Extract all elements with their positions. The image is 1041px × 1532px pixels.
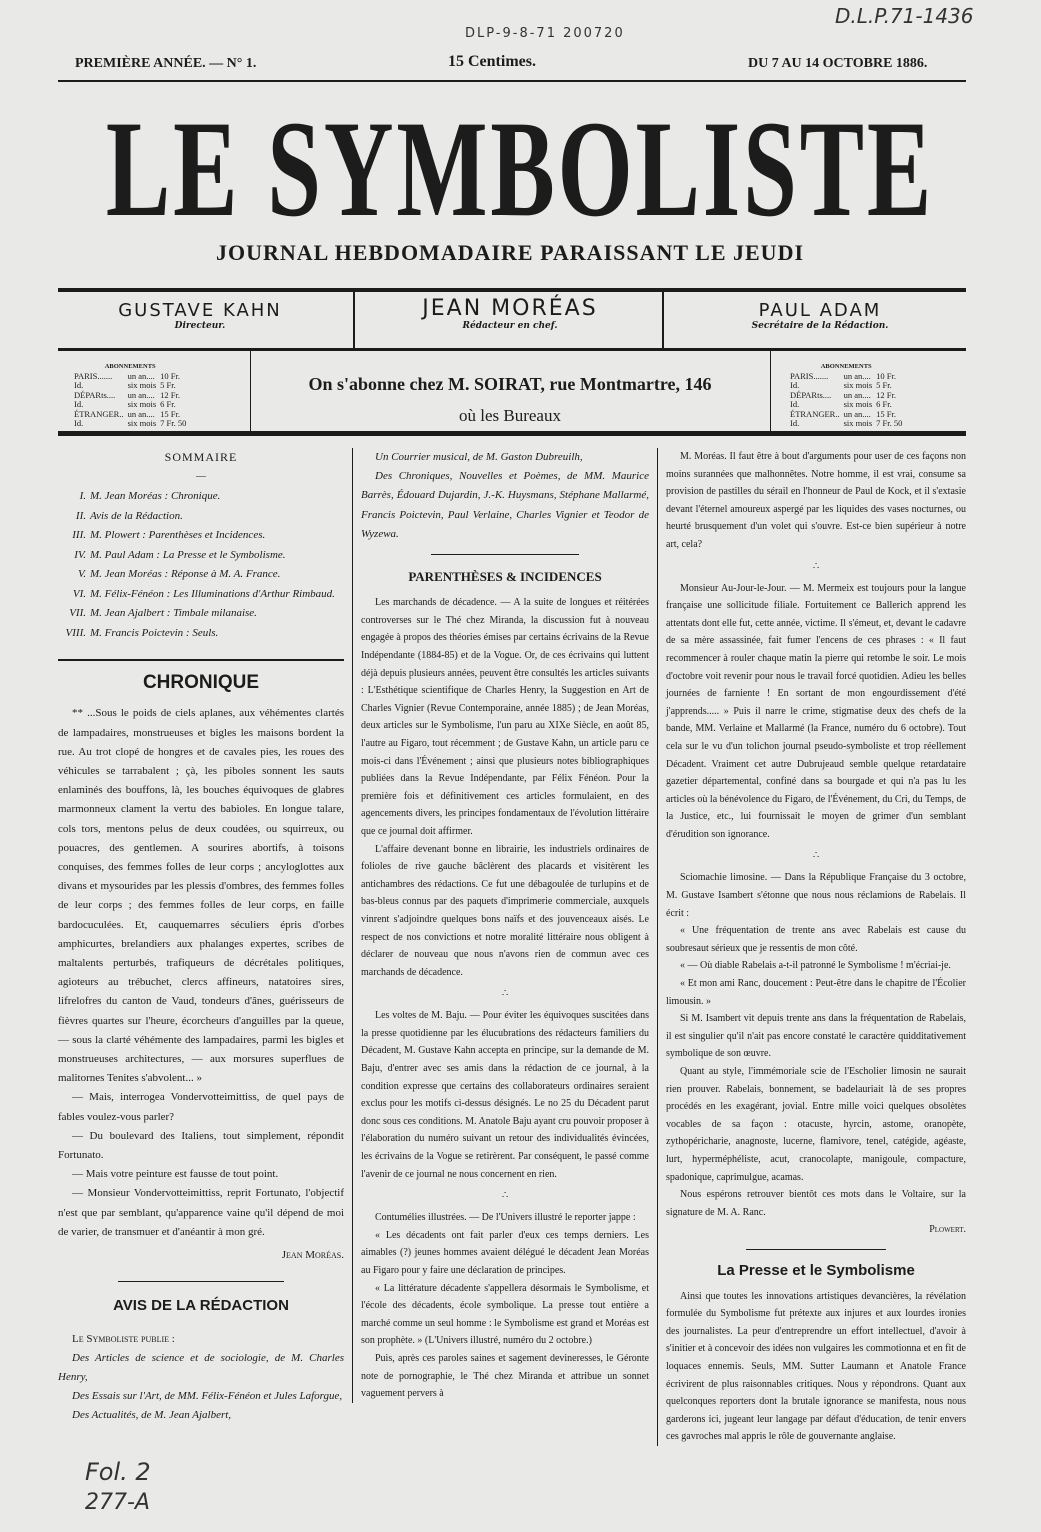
sommaire-entry: M. Félix-Fénéon : Les Illuminations d'Arthur Rimbaud. [90,587,335,600]
chronique-heading: CHRONIQUE [142,672,260,694]
subscription-cell: six mois [127,399,157,409]
subscription-cell: Id. [790,399,800,409]
subscription-cell: 6 Fr. [876,399,892,409]
presse-heading: La Presse et le Symbolisme [717,1261,915,1279]
subscription-cell: PARIS....... [74,370,113,381]
sommaire-number: II. [75,509,86,522]
divider [118,1281,284,1282]
subscription-cell: 10 Fr. [160,370,181,381]
sommaire-number: V. [77,568,86,581]
paragraph: — Mais, interrogea Vondervotteimittiss, de quel pays de fables voulez-vous parler? [58,1091,344,1123]
sommaire-number: VI. [72,587,86,600]
issue-number: PREMIÈRE ANNÉE. — N° 1. [75,56,257,71]
avis-list [58,1349,344,1426]
cote-handwritten: 277-A [85,1489,150,1515]
sommaire-entry: M. Jean Moréas : Chronique. [90,490,221,503]
presse-paragraph: Ainsi que toutes les innovations artistiques devancières, la révélation formulée du Symbolisme fut prétexte aux injures et aux lourdes ironies des journalistes. La peur d'entreprendre un effort intellectuel, d'avoir à s'initier et à concevoir des idées non vulgaires les commotionna et en fit de loquaces ennemis. Seuls, MM. Sutter Laumann et Anatole France écrivirent de plus raisonnables critiques. Nous y répondrons. Quant aux quelconques reporters dont la brutale ignorance se manifesta, nous nous garderons ici, jugeant leur langage par défaut d'éducation, de tenir envers ces gavroches mal appris le rôle de gouvernante anglaise. [666,1290,966,1443]
subscription-cell: un an.... [127,389,155,400]
subscription-cell: un an.... [843,389,871,400]
section-separator: ∴ [812,560,820,572]
paragraph: Nous espérons retrouver bientôt ces mots dans le Voltaire, sur la signature de M. A. Ranc. [666,1189,966,1218]
sommaire-number: I. [79,490,86,503]
subscription-cell: un an.... [127,370,155,381]
subscription-cell: un an.... [843,370,871,381]
folio-handwritten: Fol. 2 [85,1457,151,1486]
subscription-cell: 12 Fr. [876,389,897,400]
subscription-cell: 12 Fr. [160,389,181,400]
subscription-cell: Id. [790,418,800,428]
staff-name: JEAN MORÉAS [422,296,598,321]
subscribe-notice-line: où les Bureaux [459,406,561,425]
paragraph: Si M. Isambert vit depuis trente ans dans la fréquentation de Rabelais, il est singulier qu'il n'ait pas encore constaté le caractère quidditativement symbolique de son œuvre. [666,1013,966,1060]
sommaire-heading: SOMMAIRE [164,450,238,464]
paragraph: — Du boulevard des Italiens, tout simplement, répondit Fortunato. [58,1129,344,1162]
subscription-cell: DÉPARts.... [790,389,832,400]
subscription-cell: un an.... [127,408,155,419]
subscription-cell: ÉTRANGER.. [790,408,840,419]
columns [58,0,966,1446]
paragraph: « Une fréquentation de trente ans avec Rabelais est cause du soubresaut sérieux que je ressentis de mon côté. [666,925,966,954]
paragraph: Sciomachie limosine. — Dans la République Française du 3 octobre, M. Gustave Isambert s'étonne que nous nous réclamions de Rabelais. Il écrit : [666,872,966,919]
subscription-cell: 5 Fr. [876,380,892,390]
price: 15 Centimes. [448,53,536,70]
parentheses-heading: PARENTHÈSES & INCIDENCES [408,569,602,585]
sommaire-item [58,526,344,546]
staff-role: Secrétaire de la Rédaction. [751,321,889,331]
section-separator: ∴ [501,1190,509,1202]
sommaire-entry: M. Jean Ajalbert : Timbale milanaise. [90,607,257,620]
handwritten-footer [85,1456,1041,1532]
plowert-signature: Plowert. [929,1224,966,1236]
paragraph: « Et mon ami Ranc, doucement : Peut-être dans le chapitre de l'Écolier limousin. » [666,978,966,1007]
subscription-cell: DÉPARts.... [74,389,116,400]
subscription-cell: 7 Fr. 50 [876,418,903,428]
paragraph: — Mais votre peinture est fausse de tout point. [72,1168,279,1181]
sommaire-item [58,487,344,507]
paragraph: Quant au style, l'immémoriale scie de l'Escholier limosin ne saurait rien prouver. Rabelais, bonnement, se badelauriait là de ses propres procédés en les exagérant, jovial. Entre mille voici quelques obsolètes vocables de sa façon : otacuste, hyrcin, astome, oranopète, zythopéricharie, anagnoste, lucerne, flamivore, tenel, catégide, agéaste, lurt, hyperméphéliste, acut, cranocolapte, manigoule, compacture, spadonique, caprimulgue, acamas. [666,1066,966,1183]
subscription-cell: 15 Fr. [876,408,897,419]
subscription-cell: 10 Fr. [876,370,897,381]
sommaire-number: IV. [74,548,86,561]
sommaire-number: VIII. [65,626,86,639]
subscription-cell: 5 Fr. [160,380,176,390]
right-column [657,448,966,1446]
contributor-entry: Un Courrier musical, de M. Gaston Dubreuilh, [375,451,583,463]
middle-column [352,448,657,1403]
section-separator: ∴ [501,988,509,1000]
staff-name: PAUL ADAM [758,300,882,321]
staff-role: Directeur. [174,321,226,331]
paragraph: Puis, après ces paroles saines et sagement devineresses, le Géronte note de pornographie, le Thé chez Miranda et attribue un sonnet vaguement pervers à [361,1352,649,1400]
paragraph: « La littérature décadente s'appellera désormais le Symbolisme, et l'école des décadents, école symbolique. La presse tout entière a marché comme un seul homme : le Symbolisme est grand et Moréas est son prophète. » (L'Univers illustré, numéro du 2 octobre.) [361,1282,649,1347]
staff-role: Rédacteur en chef. [462,321,558,331]
archive-stamp: DLP-9-8-71 200720 [465,26,625,41]
subscription-cell: PARIS....... [790,370,829,381]
paragraph: « Les décadents ont fait parler d'eux ces temps derniers. Les aimables (?) jeunes hommes avaient délégué le décadent Jean Moréas au Figaro pour y faire une déclaration de principes. [361,1229,649,1276]
sommaire-list [58,487,344,643]
chronique-text [58,704,344,1242]
avis-item: Des Articles de science et de sociologie, de M. Charles Henry, [58,1351,344,1383]
avis-heading: AVIS DE LA RÉDACTION [113,1297,289,1315]
sommaire-item [58,546,344,566]
subscription-cell: ÉTRANGER.. [74,408,124,419]
subscription-cell: 6 Fr. [160,399,176,409]
masthead-subtitle: JOURNAL HEBDOMADAIRE PARAISSANT LE JEUDI [215,240,805,265]
subscription-cell: six mois [843,418,873,428]
sommaire-entry: M. Plowert : Parenthèses et Incidences. [90,529,266,542]
chronique-signature: Jean Moréas. [281,1249,344,1262]
staff-name: GUSTAVE KAHN [118,300,282,321]
paragraph: L'affaire devenant bonne en librairie, les industriels ordinaires de folioles de rive gauche bâclèrent des placards et visitèrent les antichambres des rédactions. Ce fut une débagoulée de turlupins et de bas-bleus connus par des paquets d'imprimerie commerciale, auxquels vinrent s'adjoindre quelques bons naïfs et des jouvenceaux aisés. Le respect de nos convictions et notre moralité littéraire nous obligent à déclarer de nouveau que nous n'avons rien de commun avec ces marchands de décadence. [361,843,649,978]
subscription-cell: un an.... [843,408,871,419]
subscription-cell: 7 Fr. 50 [160,418,187,428]
subscription-cell: Id. [74,399,84,409]
subscriptions-heading: ABONNEMENTS [820,363,872,370]
subscription-cell: Id. [790,380,800,390]
paragraph: — Monsieur Vondervotteimittiss, reprit Fortunato, l'objectif n'est que par semblant, qu'apparence vaine qu'il dépend de moi de varier, de transmuer et d'anéantir à mon gré. [58,1187,344,1238]
avis-item: Des Essais sur l'Art, de MM. Félix-Fénéon et Jules Laforgue, [72,1390,343,1403]
divider [746,1249,886,1250]
avis-intro: Le Symboliste publie : [72,1332,175,1345]
sommaire-item [58,604,344,624]
subscribe-notice-line: On s'abonne chez M. SOIRAT, rue Montmartre, 146 [308,374,712,394]
paragraph: ** ...Sous le poids de ciels aplanes, aux véhémentes clartés de lampadaires, monstrueuses et bigles les maisons bordent la rue. Au trot clopé de hongres et de cavales pies, les roues des véhicules se tarrabalent ; çà, les piboles sonnent les sauts enlaminés des bouffons, là, les bouches équivoques de glabres marmonneux clament la vertu des babioles. En longue talare, cols tors, mentons pelus de deux coudées, ou squirreux, ou pouacres, des gentlemen. A sourires abortifs, à toisons conquises, des femmes folles de leur corps ; ancyloglottes aux divans et mysourides par les plessis d'ombres, des femmes folles de leur corps ; des femmes folles de leur corps, en faille bardocuculées. Et, cauquemarres séculiers épris d'orbes amphicurtes, brelandiers aux phalanges expertes, scribes de maltalents perturbés, trafiqueurs de décrétales politiques, agioteurs au trébuchet, clercs affineurs, natatoires sires, lifrelofres du canton de Vaud, tondeurs d'ânes, guérisseurs de fièvres quartes sur l'heure, écorcheurs d'anguilles par la queue, — sous la clarté véhémente des lampadaires, parmi les bigles et monstrueuses architectures, — aux morsures superflues de malitornes Tenites s'abvolent... » [58,707,344,1085]
sommaire-number: VII. [69,607,86,620]
sommaire-entry: M. Paul Adam : La Presse et le Symbolisme. [90,548,286,561]
dash-divider: — [196,471,206,483]
sommaire-item [58,507,344,527]
section-separator: ∴ [812,850,820,862]
archive-handwritten-mark: D.L.P.71-1436 [835,4,974,28]
contributor-entry: Des Chroniques, Nouvelles et Poèmes, de MM. Maurice Barrès, Édouard Dujardin, J.-K. Huysmans, Stéphane Mallarmé, Francis Poictevin, Paul Verlaine, Charles Vignier et Teodor de Wyzewa. [361,470,649,540]
issue-dates: DU 7 AU 14 OCTOBRE 1886. [748,56,928,71]
divider [431,554,579,555]
paragraph: Monsieur Au-Jour-le-Jour. — M. Mermeix est toujours pour la langue française une sollicitude filiale. Fortuitement ce Ballerich apprend les attentats dont elle fut, cette année, victime. Il s'émeut, et, devant le cadavre de sa mère assassinée, fait fumer l'encens de ces phrases : « Il faut recommencer à rouler chaque matin la pierre qui retombe le soir. Le mois d'octobre voit revenir pour nous le travail forcé quotidien. Adieu les belles journées de farniente ! En sortant de mon engourdissement d'été j'apprends..... » Puis il narre le crime, stigmatise deux des chefs de la bande, MM. Verlaine et Mallarmé (la France, numéro du 6 octobre). Tout cela sur le vu d'un tolichon journal pseudo-symboliste et trop réellement Décadent. Vraiment cet autre Dubrujeaud semble quelque retardataire gazetier départemental, confiné dans sa bourgade et qui n'a pas lu les articles où la bénévolence du Figaro, de l'Événement, du Cri, du Temps, de la Justice, etc., lui fournissait le moyen de grimer d'un semblant d'érudition son ignorance. [666,582,966,840]
paragraph: Les voltes de M. Baju. — Pour éviter les équivoques suscitées dans la presse quotidienne par les élucubrations des rédacteurs familiers du Décadent, M. Gustave Kahn accepta en principe, sur la demande de M. Baju, d'entrer avec ses amis dans la rédaction de ce journal, à la condition expresse que certains des collaborateurs ordinaires seraient exclus pour les motifs ci-dessus désignés. Le no 25 du Décadent parut donc sous ces conditions. M. Anatole Baju ayant cru pouvoir proposer à l'élaboration du numéro suivant un retour des individualités évincées, les écrivains de la Vogue se retirèrent. Par conséquent, le passé comme l'avenir de ce journal ne nous concernent en rien. [361,1010,649,1180]
parentheses-text [361,594,649,1403]
paragraph: M. Moréas. Il faut être à bout d'arguments pour user de ces façons non moins surannées que malhonnêtes. Notre homme, il est vrai, consume sa provision de pastilles du sérail en l'honneur de Paul de Kock, et il s'extasie devant l'éternel amoureux aspergé par les liquides des vases nocturnes, ou heurté brusquement d'un volet qui s'ouvre. Est-ce bien supérieur à notre art, cela? [666,451,966,550]
subscriptions-heading: ABONNEMENTS [104,363,156,370]
sommaire-entry: Avis de la Rédaction. [90,509,183,522]
paragraph: Les marchands de décadence. — A la suite de longues et réitérées controverses sur le Thé chez Miranda, la discussion fut à nouveau engagée à propos des théories émises par certains écrivains de la Revue Indépendante (1884-85) et de la Vogue. Or, de ces écrivains qui luttent déjà depuis plusieurs années, peuvent être consultés les articles suivants : L'Esthétique scientifique de Charles Henry, la Suggestion en Art de Charles Vignier (Revue Contemporaine, année 1885) ; de Jean Moréas, deux articles sur le Symbolisme, l'un paru au XIXe Siècle, en août 85, l'autre au Figaro, tout récemment ; de Gustave Kahn, un article paru ce mois-ci dans l'Événement ; ainsi que plusieurs notes bibliographiques publiées dans la Revue Indépendante, par Félix Fénéon. Pour la première fois et définitivement ces articles formulaient, en des agencements divers, les principes fondamentaux de l'évolution littéraire que ce journal doit affirmer. [361,597,649,837]
subscription-cell: 15 Fr. [160,408,181,419]
subscription-cell: six mois [843,399,873,409]
sommaire-item [58,585,344,605]
paragraph: Contumélies illustrées. — De l'Univers illustré le reporter jappe : [375,1212,636,1224]
divider [58,659,344,661]
sommaire-number: III. [72,529,86,542]
left-column [58,448,352,1426]
masthead-title: LE SYMBOLISTE [105,92,935,245]
contributors-list [361,448,649,544]
subscription-cell: six mois [127,418,157,428]
sommaire-item [58,624,344,644]
sommaire-item [58,565,344,585]
paragraph: « — Où diable Rabelais a-t-il patronné le Symbolisme ! m'écriai-je. [680,960,951,972]
sommaire-entry: M. Jean Moréas : Réponse à M. A. France. [90,568,281,581]
subscription-cell: six mois [843,380,873,390]
sommaire-entry: M. Francis Poictevin : Seuls. [90,626,219,639]
right-column-text [666,448,966,1221]
avis-item: Des Actualités, de M. Jean Ajalbert, [72,1409,232,1422]
subscription-cell: Id. [74,418,84,428]
subscription-cell: Id. [74,380,84,390]
subscription-cell: six mois [127,380,157,390]
